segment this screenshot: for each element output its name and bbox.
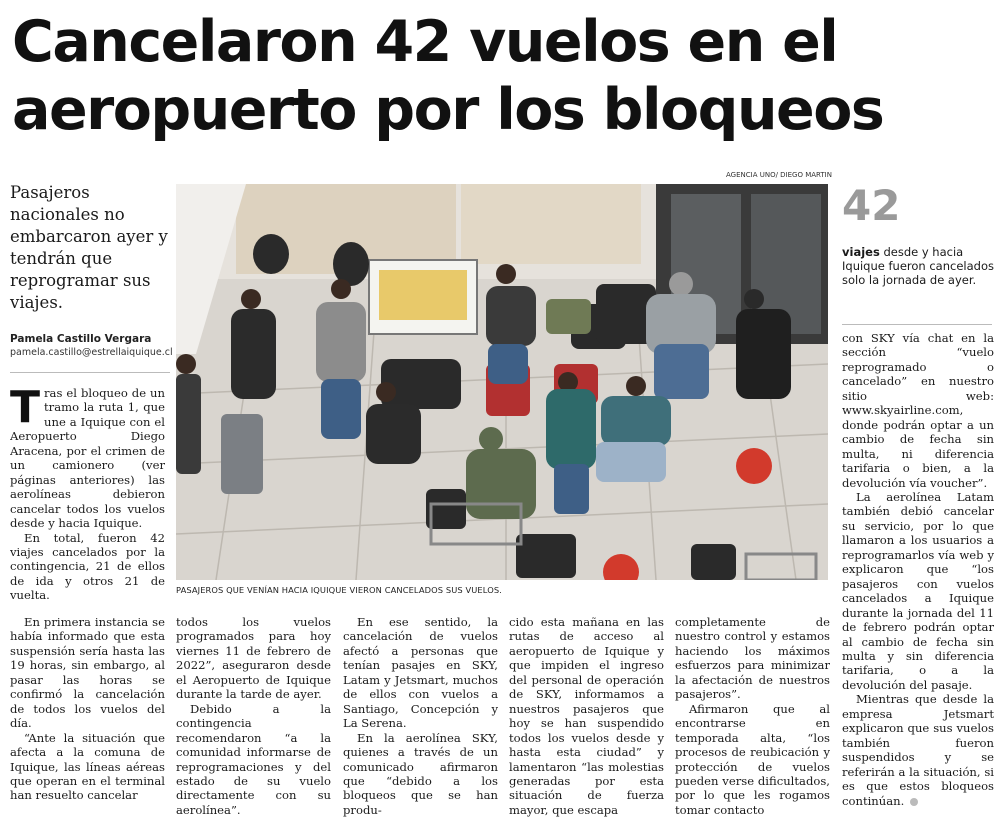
airport-photo: [176, 184, 828, 580]
stat-divider: [842, 324, 992, 325]
stat-number: 42: [842, 181, 901, 230]
article-paragraph: cido esta mañana en las rutas de acceso al aeropuerto de Iquique y que impiden el ingreso del personal de operación de SKY, informamos a nuestros pasajeros que hoy se han suspendido todos los vuelos desde y hasta esta ciudad” y lamentaron “las molestias generadas por esta situación de fuerza mayor, que escapa: [509, 615, 664, 817]
airport-photo-illustration: [176, 184, 828, 580]
byline: [10, 333, 175, 359]
article-paragraph: En total, fueron 42 viajes cancelados por la contingencia, 21 de ellos de ida y otros 21 de vuelta.: [10, 530, 165, 603]
article-paragraph: En la aerolínea SKY, quienes a través de un comunicado afirmaron que “debido a los bloqueos que se han produ-: [343, 730, 498, 817]
article-paragraph: La aerolínea Latam también debió cancelar su servicio, por lo que llamaron a los usuarios a reprogramarlos vía web y explicaron que “los pasajeros con vuelos cancelados a Iquique durante la jornada del 11 de febrero podrán optar al cambio de fecha sin multa y sin diferencia tarifaria, o a la devolución del pasaje.: [842, 489, 994, 692]
drop-cap: T: [10, 386, 41, 433]
author-email: pamela.castillo@estrellaiquique.cl: [10, 347, 173, 358]
headline: Cancelaron 42 vuelos en el aeropuerto por los bloqueos: [12, 9, 884, 143]
article-column-1b: [10, 615, 165, 822]
article-paragraph: “Ante la situación que afecta a la comuna de Iquique, las líneas aéreas que operan en el terminal han resuelto cancelar: [10, 730, 165, 803]
article-paragraph: En primera instancia se había informado que esta suspensión sería hasta las 19 horas, sin embargo, al pasar las horas se confirmó la cancelación de todos los vuelos del día.: [10, 615, 165, 731]
author-name: Pamela Castillo Vergara: [10, 333, 152, 345]
article-column-2: [176, 615, 331, 822]
article-paragraph: con SKY vía chat en la sección “vuelo reprogramado o cancelado” en nuestro sitio web: www.skyairline.com, donde podrán optar a un cambio de fecha sin multa, ni diferencia tarifaria o bien, a la devolución vía voucher”.: [842, 331, 994, 490]
article-paragraph: [10, 386, 165, 531]
article-column-5: [675, 615, 830, 822]
article-paragraph: Afirmaron que al encontrarse en temporada alta, “los procesos de reubicación y protección de vuelos pueden verse dificultados, por lo que les rogamos tomar contacto: [675, 701, 830, 817]
article-paragraph: En ese sentido, la cancelación de vuelos afectó a personas que tenían pasajes en SKY, Latam y Jetsmart, muchos de ellos con vuelos a Santiago, Concepción y La Serena.: [343, 615, 498, 731]
article-paragraph: completamente de nuestro control y estamos haciendo los máximos esfuerzos para minimizar la afectación de nuestros pasajeros”.: [675, 615, 830, 702]
article-paragraph: [842, 692, 994, 808]
article-paragraph: todos los vuelos programados para hoy viernes 11 de febrero de 2022”, aseguraron desde el Aeropuerto de Iquique durante la tarde de ayer.: [176, 615, 331, 702]
article-column-4: [509, 615, 664, 822]
article-column-3: [343, 615, 498, 822]
article-paragraph: Debido a la contingencia recomendaron “a la comunidad informarse de reprogramaciones y del estado de su vuelo directamente con su aerolínea”.: [176, 701, 331, 817]
article-column-6: [842, 331, 994, 822]
stat-description: [842, 245, 994, 287]
article-column-1: [10, 386, 165, 606]
byline-divider: [10, 372, 170, 373]
paragraph-text: ras el bloqueo de un tramo la ruta 1, que une a Iquique con el Aeropuerto Diego Aracena, por el crimen de un camionero (ver páginas anteriores) las aerolíneas debieron cancelar todos los vuelos desde y hacia Iquique.: [10, 386, 165, 531]
photo-caption: PASAJEROS QUE VENÍAN HACIA IQUIQUE VIERON CANCELADOS SUS VUELOS.: [176, 585, 502, 595]
end-of-article-icon: [910, 798, 918, 806]
paragraph-text: Mientras que desde la empresa Jetsmart explicaron que sus vuelos también fueron suspendidos y se referirán a la situación, si es que estos bloqueos continúan.: [842, 692, 994, 808]
deck-subheadline: Pasajeros nacionales no embarcaron ayer y tendrán que reprogramar sus viajes.: [10, 183, 168, 312]
stat-text: desde y hacia Iquique fueron cancelados solo la jornada de ayer.: [842, 245, 994, 287]
stat-bold: viajes: [842, 245, 880, 259]
photo-credit: AGENCIA UNO/ DIEGO MARTIN: [726, 171, 832, 179]
